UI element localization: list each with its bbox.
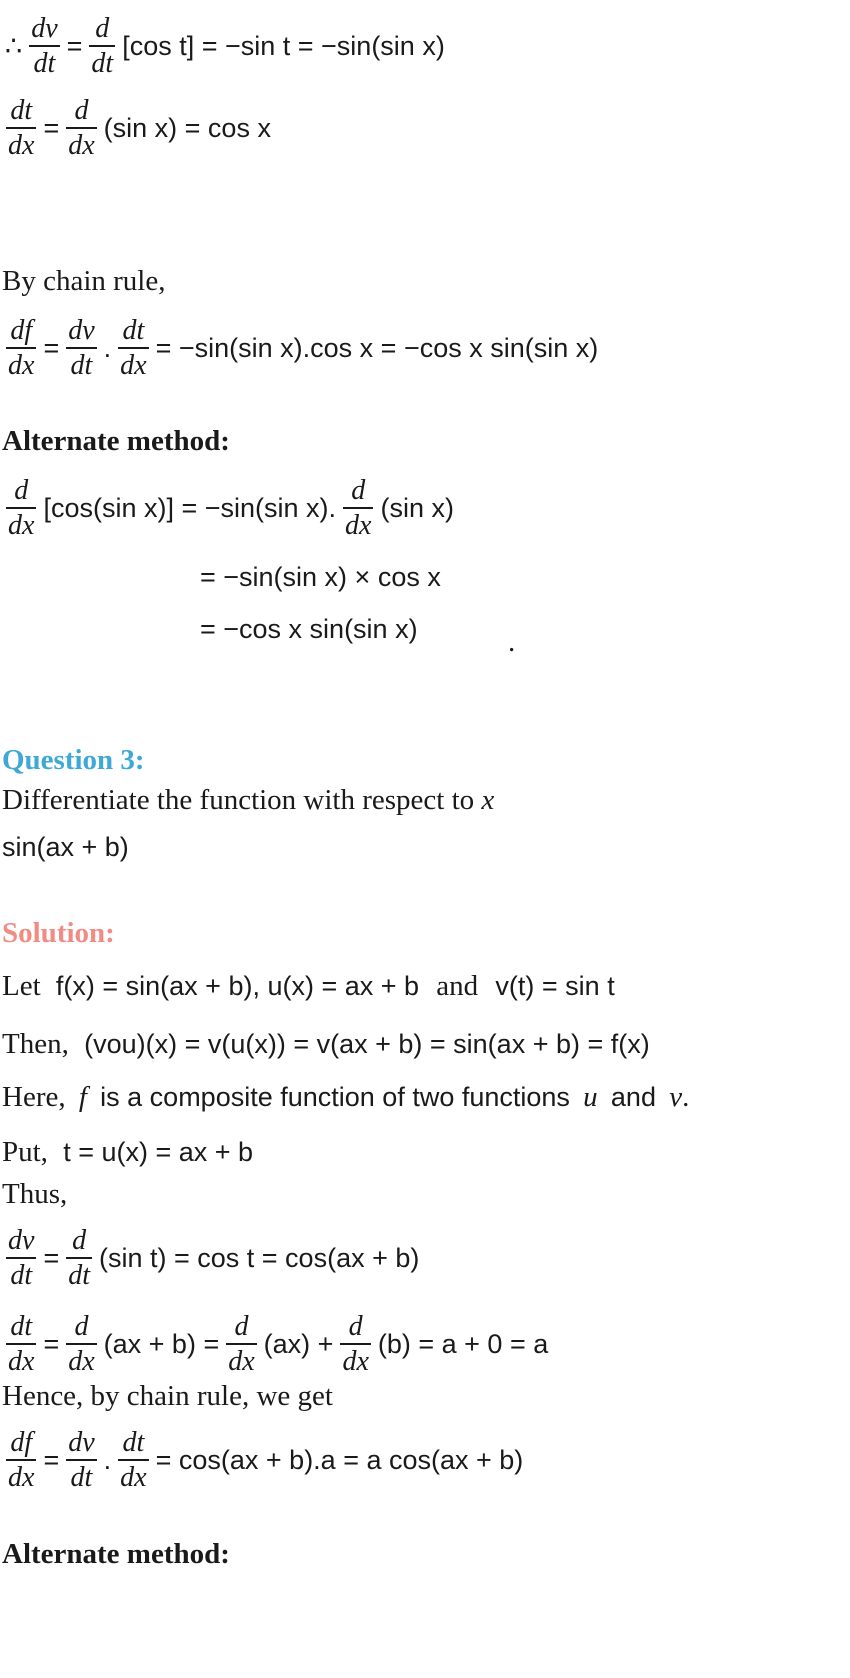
alternate-method-heading-2: Alternate method: <box>2 1538 230 1570</box>
solution-let-line: Let f(x) = sin(ax + b), u(x) = ax + b and v(t) = sin t <box>2 970 615 1002</box>
fraction-d-dt: $\frac{d}{dt}$ <box>91 13 114 79</box>
solution-here-line: Here, f is a composite function of two functions u and v. <box>2 1081 690 1113</box>
fraction-dv-dt: $\frac{dv}{dt}$ <box>68 315 95 381</box>
alternate-method-heading: Alternate method: <box>2 425 230 457</box>
equation-chain-rule: $\frac{df}{dx}$ = $\frac{dv}{dt}$ . $\frac{dt}{dx}$ = −sin(sin x).cos x = −cos x sin(sin x) <box>2 316 601 380</box>
equation-solution-2: $\frac{dt}{dx}$ = $\frac{d}{dx}$ (ax + b) = $\frac{d}{dx}$ (ax) + $\frac{d}{dx}$ (b) = a + 0 = a <box>2 1312 551 1376</box>
fraction-d-dx: $\frac{d}{dx}$ <box>228 1311 255 1377</box>
equation-dv-dt: ∴ $\frac{dv}{dt}$ = $\frac{d}{dt}$ [cos t] = −sin t = −sin(sin x) <box>2 14 448 78</box>
equation-rest: (b) = a + 0 = a <box>377 1328 549 1359</box>
chain-rule-label: By chain rule, <box>2 265 166 297</box>
fraction-d-dx: $\frac{d}{dx}$ <box>8 475 35 541</box>
fraction-d-dx: $\frac{d}{dx}$ <box>345 475 372 541</box>
fraction-d-dx: $\frac{d}{dx}$ <box>342 1311 369 1377</box>
question-title: Question 3: <box>2 744 145 776</box>
equation-rest: (sin x) = cos x <box>103 112 271 143</box>
equation-rest: = cos(ax + b).a = a cos(ax + b) <box>155 1444 524 1475</box>
question-function: sin(ax + b) <box>2 832 129 862</box>
equation-solution-3: $\frac{df}{dx}$ = $\frac{dv}{dt}$ . $\frac{dt}{dx}$ = cos(ax + b).a = a cos(ax + b) <box>2 1428 526 1492</box>
question-statement: Differentiate the function with respect to <box>2 784 475 816</box>
fraction-dv-dt: $\frac{dv}{dt}$ <box>68 1427 95 1493</box>
then-expression: (vou)(x) = v(u(x)) = v(ax + b) = sin(ax + b) = f(x) <box>84 1029 650 1059</box>
fraction-df-dx: $\frac{df}{dx}$ <box>8 315 35 381</box>
fraction-dv-dt: $\frac{dv}{dt}$ <box>8 1225 35 1291</box>
v-expression: v(t) = sin t <box>495 971 615 1001</box>
put-expression: t = u(x) = ax + b <box>63 1137 254 1167</box>
hence-label: Hence, by chain rule, we get <box>2 1380 333 1412</box>
trailing-dot: . <box>508 626 516 658</box>
let-expression: f(x) = sin(ax + b), u(x) = ax + b <box>55 971 420 1001</box>
equation-mid: [cos(sin x)] = −sin(sin x). <box>43 492 337 523</box>
equation-rest: (sin t) = cos t = cos(ax + b) <box>99 1242 420 1273</box>
fraction-dt-dx: $\frac{dt}{dx}$ <box>120 315 147 381</box>
equation-rest: = −sin(sin x).cos x = −cos x sin(sin x) <box>155 332 599 363</box>
equation-rest: [cos t] = −sin t = −sin(sin x) <box>122 30 445 61</box>
fraction-d-dx: $\frac{d}{dx}$ <box>68 1311 95 1377</box>
question-text <box>2 784 494 817</box>
fraction-dv-dt: $\frac{dv}{dt}$ <box>31 13 58 79</box>
solution-thus-label: Thus, <box>2 1178 68 1210</box>
equation-alternate-line1 <box>2 476 457 540</box>
equation-rest: (sin x) <box>380 492 454 523</box>
therefore-symbol: ∴ <box>5 30 23 61</box>
equation-alternate-line3: = −cos x sin(sin x) <box>200 614 418 644</box>
solution-put-line: Put, t = u(x) = ax + b <box>2 1136 254 1168</box>
fraction-d-dx: $\frac{d}{dx}$ <box>68 95 95 161</box>
fraction-d-dt: $\frac{d}{dt}$ <box>68 1225 90 1291</box>
equation-alternate-line2: = −sin(sin x) × cos x <box>200 562 441 592</box>
fraction-dt-dx: $\frac{dt}{dx}$ <box>120 1427 147 1493</box>
fraction-dt-dx: $\frac{dt}{dx}$ <box>8 95 35 161</box>
solution-then-line: Then, (vou)(x) = v(u(x)) = v(ax + b) = sin(ax + b) = f(x) <box>2 1028 650 1060</box>
equation-solution-1: $\frac{dv}{dt}$ = $\frac{d}{dt}$ (sin t) = cos t = cos(ax + b) <box>2 1226 422 1290</box>
equation-dt-dx: $\frac{dt}{dx}$ = $\frac{d}{dx}$ (sin x) = cos x <box>2 96 274 160</box>
fraction-df-dx: $\frac{df}{dx}$ <box>8 1427 35 1493</box>
question-variable: x <box>481 784 495 816</box>
solution-title: Solution: <box>2 917 115 949</box>
fraction-dt-dx: $\frac{dt}{dx}$ <box>8 1311 35 1377</box>
